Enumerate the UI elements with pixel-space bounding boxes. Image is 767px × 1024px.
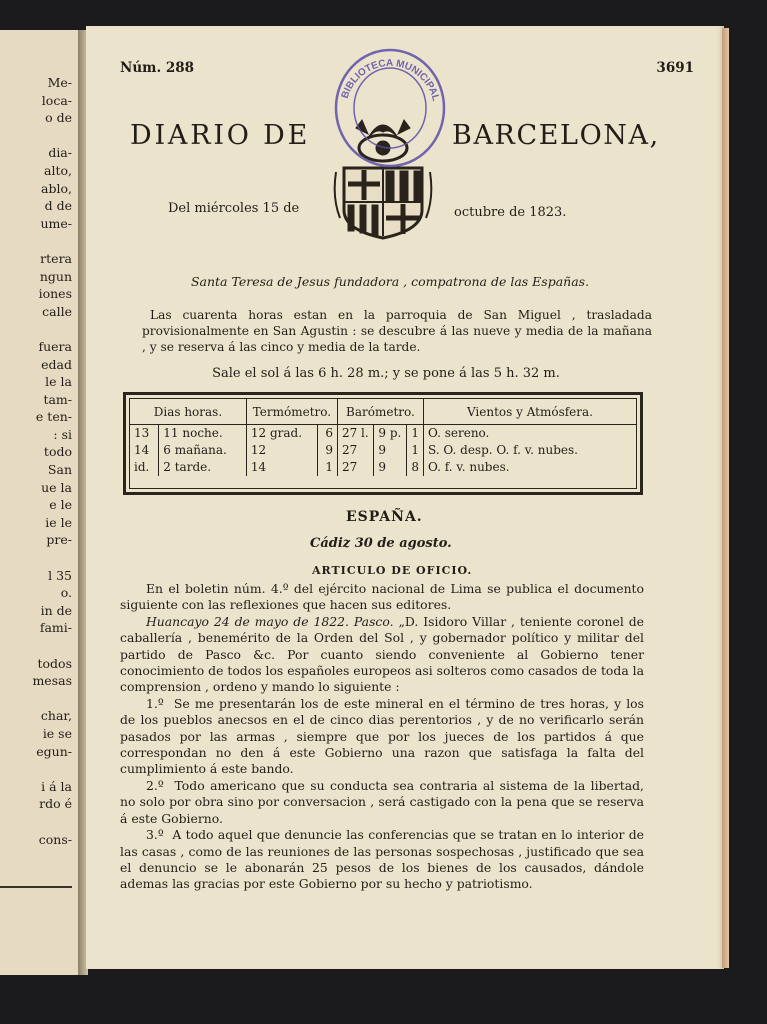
adjacent-page-line: in de [40, 602, 72, 618]
adjacent-page-line: edad [41, 356, 72, 372]
adjacent-page-line [2, 690, 72, 708]
article-body [120, 581, 644, 893]
adjacent-page-line: fuera [38, 338, 72, 354]
weather-cell-temp: 12 grad. [246, 425, 317, 443]
weather-col-days: Dias horas. [130, 399, 246, 425]
decree-article-text: Todo americano que su conducta sea contraria al sistema de la libertad, no solo por obra sino por conversacion , será castigado con la pena que se reserva á este Gobierno. [120, 777, 644, 826]
decree-article [120, 827, 644, 893]
adjacent-page-line: todo [43, 444, 72, 460]
weather-col-thermometer: Termómetro. [246, 399, 337, 425]
decree-paragraph [120, 614, 644, 696]
notice-text: Las cuarenta horas estan en la parroquia de San Miguel , trasladada provisionalmente en San Agustin : se descubre á las nueve y media de la mañana , y se reserva á las cinco y media de la tarde. [142, 308, 652, 354]
decree-article [120, 696, 644, 778]
issue-date-left: Del miércoles 15 de [168, 201, 300, 216]
page-number: 3691 [656, 60, 694, 76]
weather-row [130, 425, 636, 443]
weather-cell-day: 14 [130, 442, 159, 459]
weather-cell-temp: 12 [246, 442, 317, 459]
adjacent-page-line: i á la [41, 778, 72, 794]
masthead-title-right: BARCELONA, [452, 120, 660, 151]
library-stamp-icon [330, 46, 450, 170]
adjacent-page-line: o de [45, 110, 72, 126]
decree-article [120, 778, 644, 827]
adjacent-page-line: cons- [38, 831, 72, 847]
masthead-title-left: DIARIO DE [130, 120, 311, 151]
weather-cell-wind: O. f. v. nubes. [427, 460, 510, 474]
adjacent-page-line: ngun [39, 268, 72, 284]
weather-cell-wind: S. O. desp. O. f. v. nubes. [427, 443, 578, 457]
adjacent-page-line: San [47, 462, 72, 478]
decree-article-text: A todo aquel que denuncie las conferencias que se tratan en lo interior de las casas , como de las reuniones de las personas sospechosas , justificado que sea el denuncio se le abonarán 25 pesos de los bienes de los causados, dándole ademas las gracias por este Gobierno por su hecho y patriotismo. [120, 827, 644, 892]
weather-col-barometer: Barómetro. [337, 399, 423, 425]
adjacent-page-line: ie le [45, 514, 72, 530]
article-subheading: ARTICULO DE OFICIO. [312, 564, 473, 577]
weather-cell-baro-frac: 1 [406, 442, 423, 459]
adjacent-page-line [2, 637, 72, 655]
adjacent-page-line [2, 320, 72, 338]
adjacent-page-line: dia- [48, 145, 72, 161]
newspaper-page [86, 26, 724, 969]
weather-cell-temp: 14 [246, 459, 317, 476]
weather-cell-day: 13 [130, 425, 159, 443]
adjacent-page-line: tam- [43, 391, 72, 407]
adjacent-page-line: fami- [39, 620, 72, 636]
weather-col-winds: Vientos y Atmósfera. [423, 399, 636, 425]
weather-cell-baro-frac: 8 [406, 459, 423, 476]
weather-table [123, 392, 643, 495]
adjacent-page-line [2, 232, 72, 250]
issue-number: Núm. 288 [120, 60, 195, 76]
adjacent-page-line: alto, [44, 162, 72, 178]
adjacent-page-line: o. [60, 585, 72, 601]
weather-cell-temp-frac: 1 [318, 459, 338, 476]
adjacent-page-line: ablo, [41, 180, 72, 196]
weather-cell-hour: 6 mañana. [159, 442, 247, 459]
adjacent-page-line: todos [37, 655, 72, 671]
weather-row [130, 442, 636, 459]
library-stamp-text: BIBLIOTECA MUNICIPAL [339, 57, 442, 103]
adjacent-page-line: ie se [42, 725, 72, 741]
weather-table-header [130, 399, 636, 425]
weather-cell-baro: 27 l. [337, 425, 373, 443]
adjacent-page-line: d de [44, 198, 72, 214]
article-intro: En el boletin núm. 4.º del ejército nacional de Lima se publica el documento siguiente con las reflexiones que hacen sus editores. [120, 581, 644, 613]
adjacent-page-line: iones [38, 286, 72, 302]
weather-cell-temp-frac: 9 [318, 442, 338, 459]
weather-row [130, 459, 636, 476]
adjacent-page-line: mesas [32, 673, 72, 689]
weather-cell-baro-mid: 9 [374, 459, 407, 476]
decree-article-text: Se me presentarán los de este mineral en el término de tres horas, y los de los pueblos anecsos en el de cinco dias perentorios , y de no verificarlo serán pasados por las armas , siempre que por los jueces de los partidos á que correspondan no den á este Gobierno una razon que satisfaga la falta del cumplimiento á este bando. [120, 695, 644, 777]
decree-dateline: Huancayo 24 de mayo de 1822. Pasco. [146, 613, 394, 629]
weather-cell-baro-mid: 9 [374, 442, 407, 459]
page-edge [722, 28, 729, 968]
adjacent-page [0, 30, 80, 975]
adjacent-page-line: egun- [36, 743, 72, 759]
adjacent-page-line: ume- [40, 215, 72, 231]
weather-cell-day: id. [130, 459, 159, 476]
decree-article-number: 1.º [146, 695, 164, 711]
article-dateline: Cádiz 30 de agosto. [310, 536, 452, 551]
weather-cell-baro-mid: 9 p. [374, 425, 407, 443]
adjacent-page-line: rdo é [39, 796, 72, 812]
adjacent-page-line [2, 127, 72, 145]
section-heading: ESPAÑA. [346, 509, 423, 525]
adjacent-page-line: e ten- [35, 409, 72, 425]
adjacent-page-line [2, 549, 72, 567]
weather-cell-hour: 11 noche. [159, 425, 247, 443]
decree-article-number: 3.º [146, 827, 164, 843]
adjacent-page-text [2, 74, 72, 848]
adjacent-page-line [2, 760, 72, 778]
decree-text: „D. Isidoro Villar , teniente coronel de caballería , benemérito de la Orden del Sol , y gobernador político y militar del partido de Pasco &c. Por cuanto siendo conveniente al Gobierno tener conocimiento de todos los españoles europeos asi solteros como casados de toda la comprension , ordeno y mando lo siguiente : [120, 613, 644, 695]
adjacent-page-line: ue la [41, 479, 72, 495]
saint-of-the-day: Santa Teresa de Jesus fundadora , compatrona de las Españas. [190, 274, 590, 289]
adjacent-page-line: l 35 [48, 567, 72, 583]
weather-cell-hour: 2 tarde. [159, 459, 247, 476]
weather-cell-baro: 27 [337, 442, 373, 459]
weather-cell-wind: O. sereno. [427, 426, 490, 440]
sunrise-sunset-line: Sale el sol á las 6 h. 28 m.; y se pone á las 5 h. 32 m. [212, 366, 560, 381]
adjacent-page-line: e le [49, 497, 72, 513]
issue-date-right: octubre de 1823. [454, 205, 567, 220]
decree-article-number: 2.º [146, 777, 164, 793]
adjacent-page-rule [0, 886, 72, 888]
adjacent-page-line: le la [45, 374, 72, 390]
adjacent-page-line: pre- [46, 532, 72, 548]
adjacent-page-line: char, [40, 708, 72, 724]
adjacent-page-line: loca- [41, 92, 72, 108]
adjacent-page-line: Me- [47, 75, 72, 90]
weather-cell-baro-frac: 1 [406, 425, 423, 443]
weather-cell-temp-frac: 6 [318, 425, 338, 443]
cuarenta-horas-notice [142, 307, 652, 355]
adjacent-page-line: rtera [40, 250, 72, 266]
adjacent-page-line: : si [53, 426, 72, 442]
adjacent-page-line: calle [42, 303, 72, 319]
weather-cell-baro: 27 [337, 459, 373, 476]
adjacent-page-line [2, 813, 72, 831]
